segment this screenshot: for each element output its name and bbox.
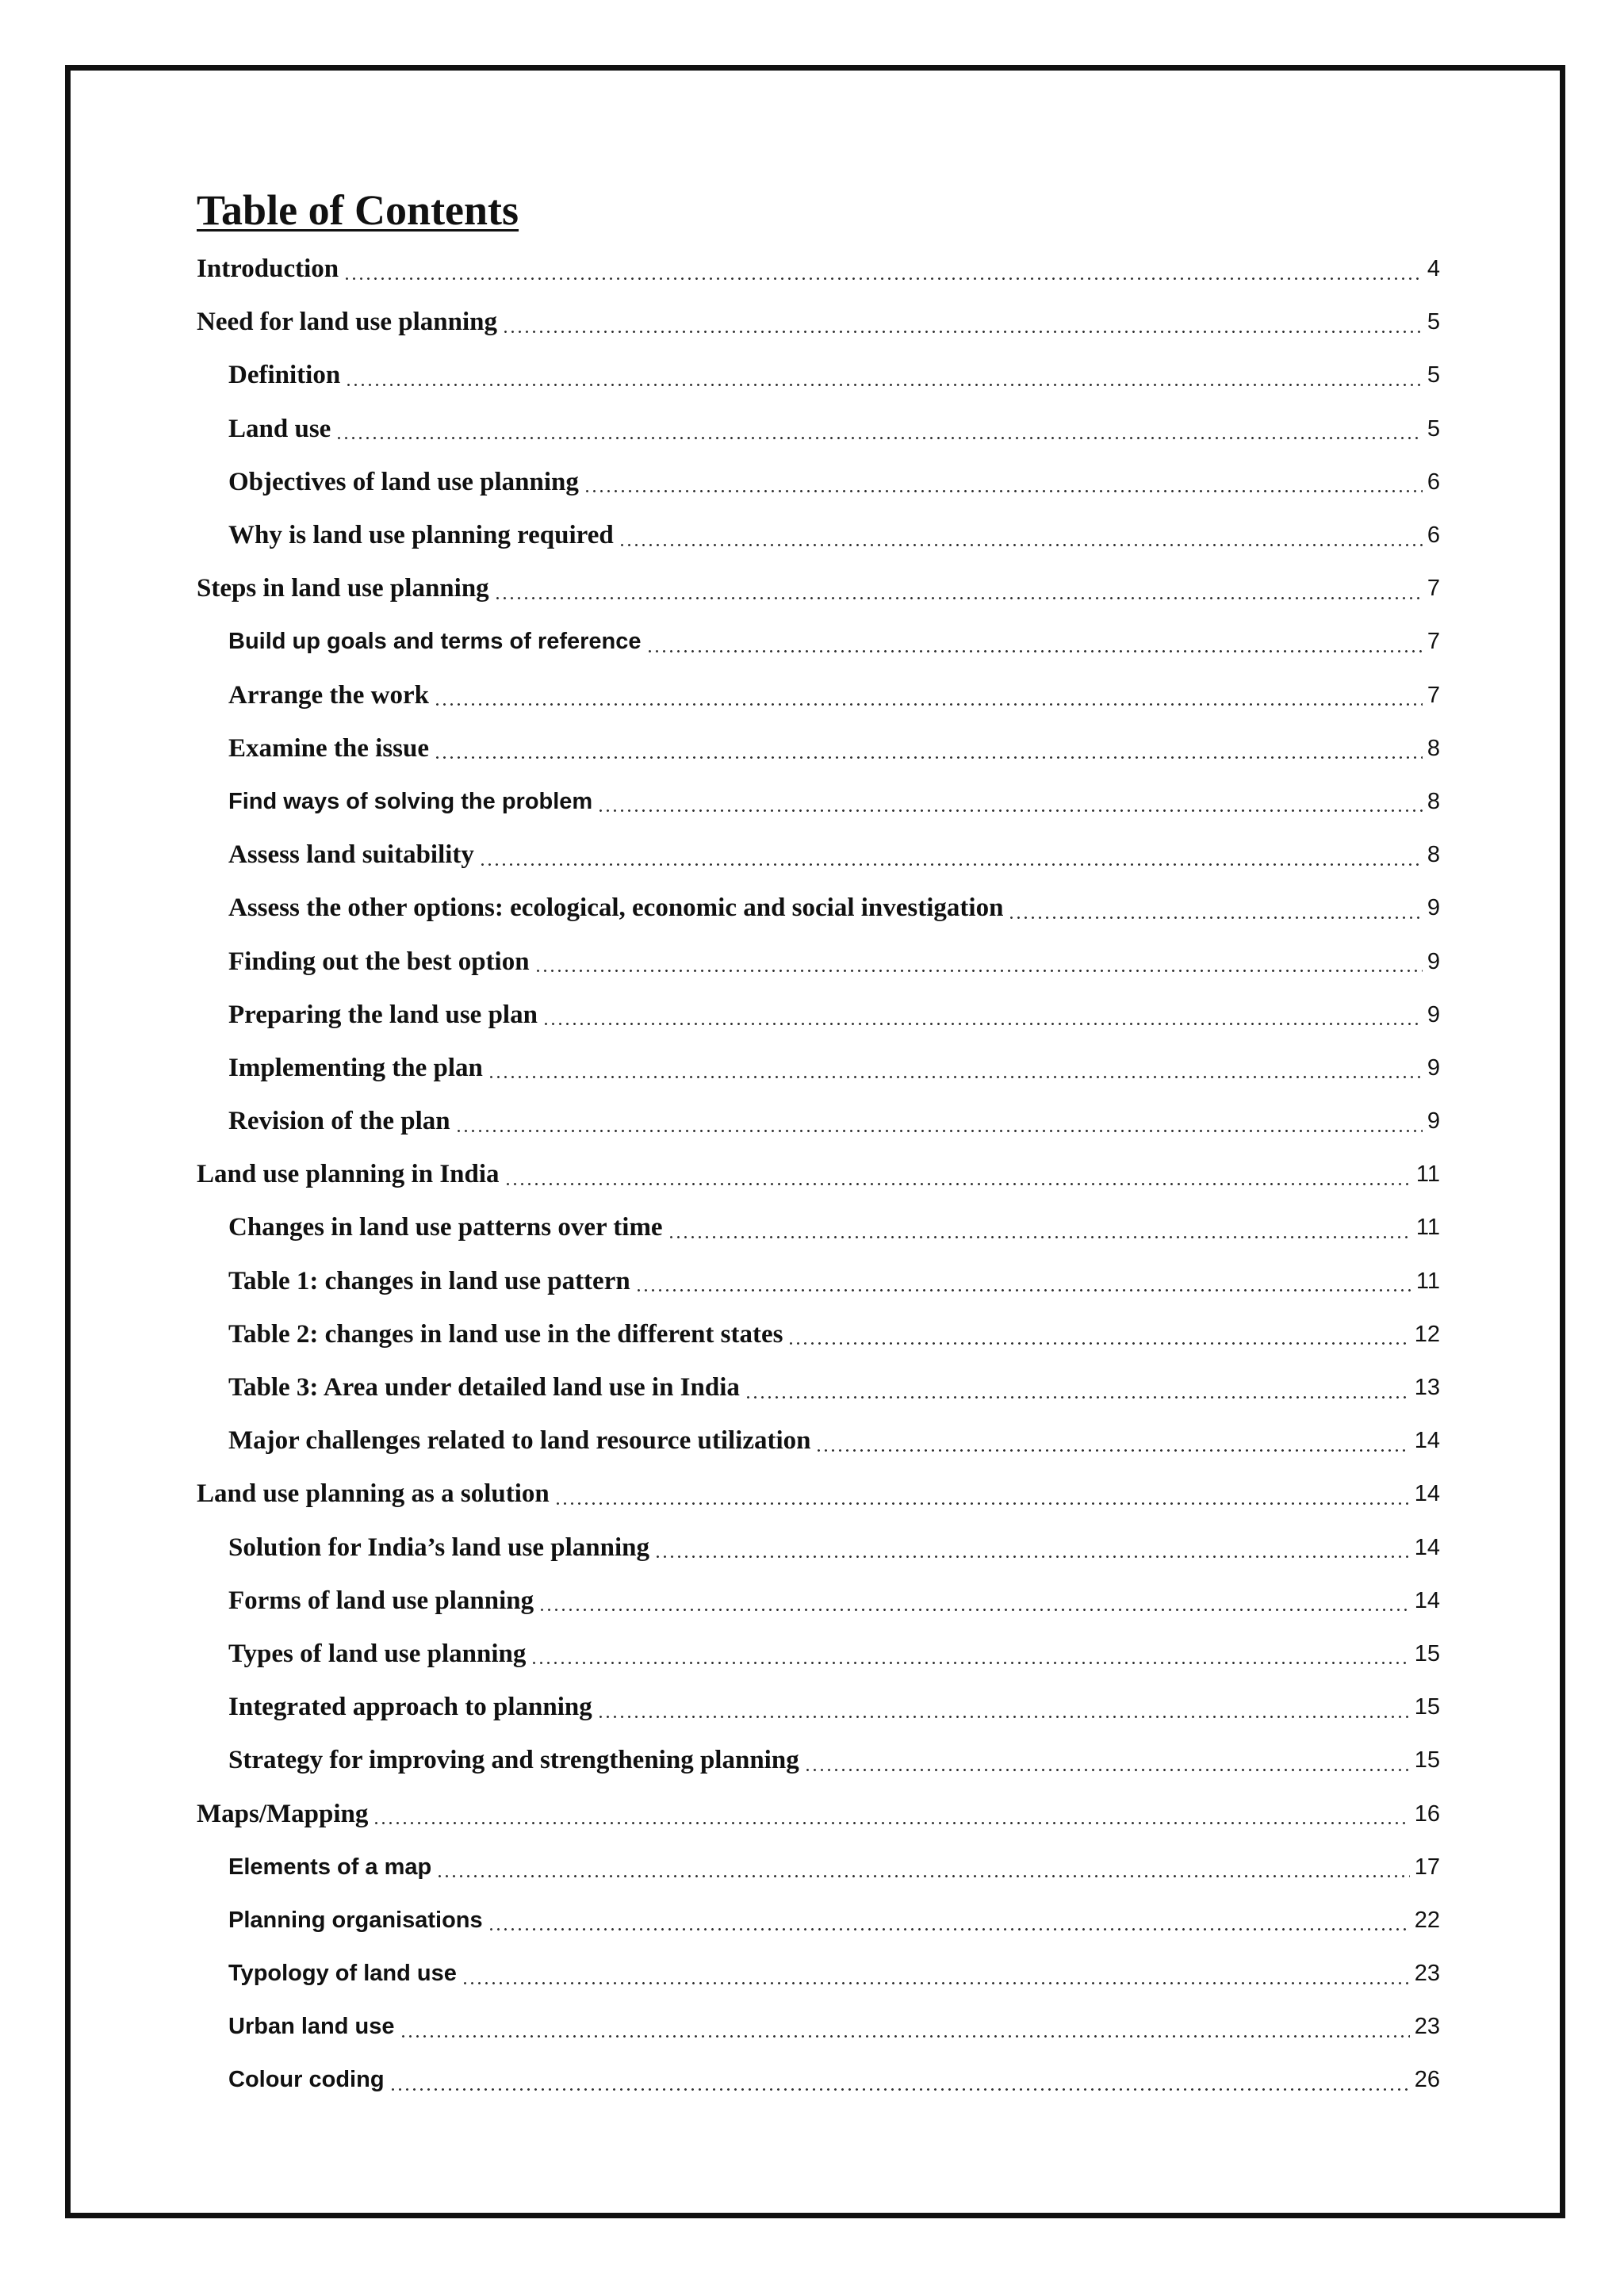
dot-leader bbox=[389, 2068, 1410, 2092]
toc-entry[interactable] bbox=[197, 1468, 1440, 1521]
dot-leader bbox=[436, 1855, 1409, 1879]
toc-entry[interactable] bbox=[197, 1894, 1440, 1947]
toc-entry-page-number: 15 bbox=[1414, 1694, 1440, 1720]
toc-entry[interactable] bbox=[197, 1575, 1440, 1628]
toc-entry[interactable] bbox=[197, 1681, 1440, 1734]
dot-leader bbox=[504, 1163, 1411, 1187]
dot-leader bbox=[554, 1483, 1410, 1506]
dot-leader bbox=[400, 2015, 1410, 2039]
toc-entry[interactable] bbox=[197, 882, 1440, 935]
toc-entry[interactable] bbox=[197, 1095, 1440, 1148]
toc-entry[interactable] bbox=[197, 828, 1440, 882]
toc-entry-label: Preparing the land use plan bbox=[228, 1000, 538, 1029]
toc-entry[interactable] bbox=[197, 669, 1440, 722]
toc-entry[interactable] bbox=[197, 1148, 1440, 1201]
toc-entry-label: Steps in land use planning bbox=[197, 574, 489, 603]
toc-entry-label: Land use planning in India bbox=[197, 1160, 500, 1189]
toc-entry-page-number: 22 bbox=[1414, 1907, 1440, 1933]
toc-entry-page-number: 23 bbox=[1414, 2014, 1440, 2040]
toc-entry-label: Table 2: changes in land use in the different states bbox=[228, 1319, 783, 1349]
toc-entry-label: Changes in land use patterns over time bbox=[228, 1213, 663, 1242]
dot-leader bbox=[530, 1642, 1409, 1666]
toc-entry-label: Definition bbox=[228, 361, 341, 390]
toc-entry-page-number: 11 bbox=[1415, 1161, 1440, 1188]
dot-leader bbox=[597, 790, 1423, 813]
toc-entry-label: Find ways of solving the problem bbox=[228, 788, 593, 814]
toc-entry[interactable] bbox=[197, 775, 1440, 828]
toc-entry[interactable] bbox=[197, 1841, 1440, 1894]
dot-leader bbox=[462, 1962, 1410, 1986]
toc-entry-page-number: 9 bbox=[1427, 1108, 1440, 1135]
toc-entry[interactable] bbox=[197, 1521, 1440, 1575]
toc-entry-label: Forms of land use planning bbox=[228, 1586, 534, 1615]
dot-leader bbox=[494, 577, 1423, 601]
dot-leader bbox=[619, 524, 1423, 548]
dot-leader bbox=[345, 364, 1423, 388]
dot-leader bbox=[534, 950, 1423, 974]
toc-entry[interactable] bbox=[197, 509, 1440, 562]
toc-entry-label: Land use planning as a solution bbox=[197, 1479, 550, 1509]
toc-entry-label: Examine the issue bbox=[228, 733, 430, 763]
toc-entry[interactable] bbox=[197, 1734, 1440, 1787]
toc-entry-label: Revision of the plan bbox=[228, 1107, 450, 1136]
dot-leader bbox=[455, 1110, 1423, 1134]
toc-entry-page-number: 4 bbox=[1427, 256, 1440, 282]
toc-entry[interactable] bbox=[197, 1947, 1440, 2000]
dot-leader bbox=[502, 311, 1423, 335]
toc-entry-label: Assess land suitability bbox=[228, 840, 474, 870]
dot-leader bbox=[668, 1216, 1411, 1240]
toc-title: Table of Contents bbox=[197, 186, 519, 234]
dot-leader bbox=[538, 1589, 1410, 1613]
toc-entry-label: Planning organisations bbox=[228, 1907, 483, 1933]
toc-entry-page-number: 14 bbox=[1414, 1534, 1440, 1560]
toc-entry-label: Build up goals and terms of reference bbox=[228, 629, 642, 655]
dot-leader bbox=[488, 1056, 1423, 1080]
toc-entry-label: Table 3: Area under detailed land use in India bbox=[228, 1373, 740, 1402]
toc-entry-label: Elements of a map bbox=[228, 1854, 432, 1880]
toc-entry-page-number: 9 bbox=[1427, 1001, 1440, 1027]
toc-entry-label: Types of land use planning bbox=[228, 1639, 527, 1668]
toc-entry[interactable] bbox=[197, 989, 1440, 1042]
toc-entry[interactable] bbox=[197, 562, 1440, 615]
toc-entry[interactable] bbox=[197, 1628, 1440, 1681]
toc-entry-page-number: 9 bbox=[1427, 1054, 1440, 1081]
toc-entry-page-number: 9 bbox=[1427, 895, 1440, 921]
toc-entry[interactable] bbox=[197, 243, 1440, 296]
toc-entry-page-number: 6 bbox=[1427, 469, 1440, 495]
dot-leader bbox=[597, 1696, 1410, 1720]
toc-entry-label: Table 1: changes in land use pattern bbox=[228, 1266, 630, 1295]
toc-entry[interactable] bbox=[197, 403, 1440, 456]
toc-entry-label: Colour coding bbox=[228, 2067, 385, 2093]
toc-entry-label: Why is land use planning required bbox=[228, 521, 614, 550]
dot-leader bbox=[635, 1269, 1411, 1293]
toc-entry-page-number: 9 bbox=[1427, 948, 1440, 974]
toc-entry-page-number: 14 bbox=[1414, 1428, 1440, 1454]
toc-entry-page-number: 16 bbox=[1414, 1800, 1440, 1827]
toc-entry-page-number: 8 bbox=[1427, 842, 1440, 868]
dot-leader bbox=[745, 1376, 1410, 1400]
toc-entry[interactable] bbox=[197, 2053, 1440, 2107]
dot-leader bbox=[654, 1536, 1410, 1559]
dot-leader bbox=[434, 683, 1423, 707]
toc-entry-label: Introduction bbox=[197, 254, 339, 284]
toc-entry[interactable] bbox=[197, 1361, 1440, 1414]
dot-leader bbox=[804, 1749, 1410, 1773]
toc-entry-label: Arrange the work bbox=[228, 680, 429, 710]
toc-entry-page-number: 12 bbox=[1414, 1321, 1440, 1347]
toc-entry-page-number: 14 bbox=[1414, 1587, 1440, 1613]
toc-entry-page-number: 5 bbox=[1427, 309, 1440, 335]
toc-entry-page-number: 15 bbox=[1414, 1747, 1440, 1774]
toc-entry-page-number: 13 bbox=[1414, 1375, 1440, 1401]
toc-entry[interactable] bbox=[197, 349, 1440, 402]
dot-leader bbox=[787, 1322, 1409, 1346]
dot-leader bbox=[373, 1802, 1409, 1826]
toc-entry-page-number: 7 bbox=[1427, 629, 1440, 655]
toc-entry-page-number: 11 bbox=[1415, 1215, 1440, 1241]
toc-entry[interactable] bbox=[197, 935, 1440, 988]
toc-entry-label: Major challenges related to land resource utilization bbox=[228, 1426, 811, 1456]
toc-entry-page-number: 15 bbox=[1414, 1640, 1440, 1667]
toc-entry-label: Assess the other options: ecological, economic and social investigation bbox=[228, 894, 1004, 923]
toc-entry[interactable] bbox=[197, 2000, 1440, 2053]
toc-entry-label: Strategy for improving and strengthening planning bbox=[228, 1746, 799, 1775]
toc-entry[interactable] bbox=[197, 1201, 1440, 1254]
dot-leader bbox=[434, 737, 1423, 760]
dot-leader bbox=[479, 844, 1423, 867]
toc-entry[interactable] bbox=[197, 296, 1440, 349]
toc-entry-label: Solution for India’s land use planning bbox=[228, 1533, 649, 1562]
toc-entry-page-number: 17 bbox=[1414, 1854, 1440, 1880]
dot-leader bbox=[335, 417, 1423, 441]
toc-entry-label: Finding out the best option bbox=[228, 947, 530, 976]
toc-entry-label: Implementing the plan bbox=[228, 1053, 483, 1082]
toc-entry-label: Typology of land use bbox=[228, 1961, 457, 1987]
toc-entry-page-number: 8 bbox=[1427, 788, 1440, 814]
dot-leader bbox=[584, 470, 1423, 494]
toc-entry[interactable] bbox=[197, 615, 1440, 668]
toc-entry-label: Integrated approach to planning bbox=[228, 1693, 592, 1722]
dot-leader bbox=[488, 1908, 1410, 1932]
toc-entry[interactable] bbox=[197, 1414, 1440, 1468]
toc-entry-page-number: 6 bbox=[1427, 522, 1440, 549]
dot-leader bbox=[646, 630, 1423, 654]
toc-entry-page-number: 14 bbox=[1414, 1481, 1440, 1507]
toc-entry-label: Maps/Mapping bbox=[197, 1799, 369, 1828]
toc-entry-page-number: 7 bbox=[1427, 682, 1440, 708]
toc-entry[interactable] bbox=[197, 1308, 1440, 1361]
toc-entry-page-number: 23 bbox=[1414, 1961, 1440, 1987]
dot-leader bbox=[343, 258, 1423, 281]
toc-entry-page-number: 26 bbox=[1414, 2067, 1440, 2093]
toc-entry-page-number: 5 bbox=[1427, 362, 1440, 388]
toc-list bbox=[197, 243, 1440, 2107]
dot-leader bbox=[815, 1429, 1409, 1453]
toc-entry-page-number: 5 bbox=[1427, 415, 1440, 442]
toc-entry-label: Urban land use bbox=[228, 2014, 395, 2040]
toc-entry[interactable] bbox=[197, 1255, 1440, 1308]
dot-leader bbox=[542, 1003, 1423, 1027]
toc-entry-label: Need for land use planning bbox=[197, 308, 497, 337]
toc-entry-page-number: 11 bbox=[1415, 1268, 1440, 1294]
toc-entry-page-number: 7 bbox=[1427, 576, 1440, 602]
toc-entry[interactable] bbox=[197, 456, 1440, 509]
toc-entry[interactable] bbox=[197, 1787, 1440, 1840]
toc-entry-page-number: 8 bbox=[1427, 735, 1440, 761]
toc-entry[interactable] bbox=[197, 722, 1440, 775]
toc-entry[interactable] bbox=[197, 1042, 1440, 1095]
dot-leader bbox=[1008, 897, 1422, 920]
toc-entry-label: Land use bbox=[228, 414, 331, 443]
toc-entry-label: Objectives of land use planning bbox=[228, 467, 579, 496]
